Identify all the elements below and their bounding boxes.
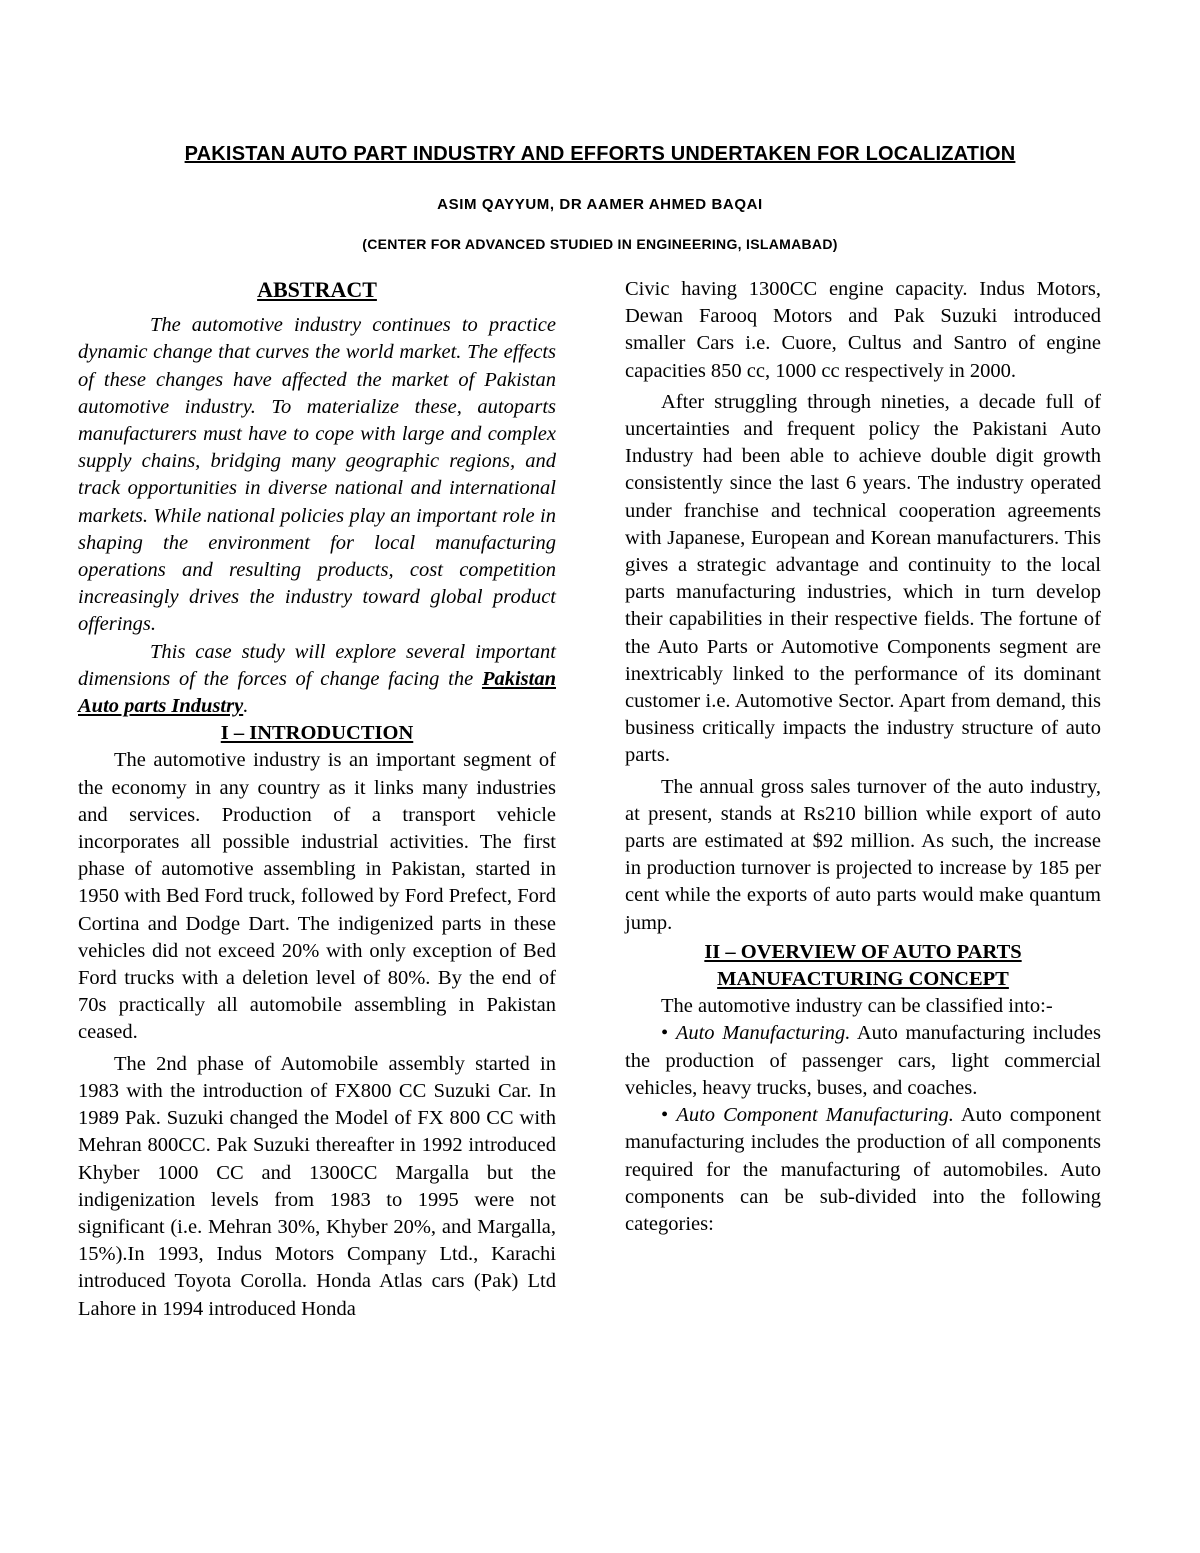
introduction-paragraph-3: After struggling through nineties, a decade full of uncertainties and frequent policy the Pakistani Auto Industry had been able to achieve double digit growth consistently since the last 6 years. The industry operated under franchise and technical cooperation agreements with Japanese, European and Korean manufacturers. This gives a strategic advantage and continuity to the local parts manufacturing industries, which in turn develop their capabilities in their respective fields. The fortune of the Auto Parts or Automotive Components segment are inextricably linked to the performance of its dominant customer i.e. Automotive Sector. Apart from demand, this business critically impacts the industry structure of auto parts. <box>625 390 1101 767</box>
bullet-2-term: Auto Component Manufacturing. <box>676 1104 954 1127</box>
abstract-paragraph-1: The automotive industry continues to practice dynamic change that curves the world market. The effects of these changes have affected the market of Pakistan automotive industry. To materialize these, autoparts manufacturers must have to cope with large and complex supply chains, bridging many geographic regions, and track opportunities in diverse national and international markets. While national policies play an important role in shaping the environment for local manufacturing operations and resulting products, cost competition increasingly drives the industry toward global product offerings. <box>78 314 556 636</box>
abstract-emphasis-industry: Pakistan Auto parts Industry <box>78 667 556 718</box>
overview-bullet-1 <box>625 1020 1101 1102</box>
overview-bullet-2 <box>625 1102 1101 1238</box>
bullet-1-term: Auto Manufacturing. <box>675 1022 851 1045</box>
introduction-heading: I – INTRODUCTION <box>220 722 414 745</box>
overview-heading <box>625 939 1101 993</box>
abstract-paragraph-2-text: This case study will explore several important dimensions of the forces of change facing the <box>78 640 556 690</box>
introduction-paragraph-2-continued: Civic having 1300CC engine capacity. Indus Motors, Dewan Farooq Motors and Pak Suzuki introduced smaller Cars i.e. Cuore, Cultus and Santro of engine capacities 850 cc, 1000 cc respectively in 2000. <box>625 278 1101 382</box>
bullet-1-text: Auto manufacturing includes the production of passenger cars, light commercial vehicles, heavy trucks, buses, and coaches. <box>625 1022 1101 1099</box>
paper-title: PAKISTAN AUTO PART INDUSTRY AND EFFORTS UNDERTAKEN FOR LOCALIZATION <box>184 143 1016 165</box>
abstract-paragraph-2 <box>78 639 556 721</box>
introduction-paragraph-4: The annual gross sales turnover of the auto industry, at present, stands at Rs210 billion while export of auto parts are estimated at $92 million. As such, the increase in production turnover is projected to increase by 185 per cent while the exports of auto parts would make quantum jump. <box>625 775 1101 934</box>
bullet-1-glyph: • <box>661 1022 669 1045</box>
introduction-paragraph-2: The 2nd phase of Automobile assembly started in 1983 with the introduction of FX800 CC Suzuki Car. In 1989 Pak. Suzuki changed the Model of FX 800 CC with Mehran 800CC. Pak Suzuki thereafter in 1992 introduced Khyber 1000 CC and 1300CC Margalla but the indigenization levels from 1983 to 1995 were not significant (i.e. Mehran 30%, Khyber 20%, and Margalla, 15%).In 1993, Indus Motors Company Ltd., Karachi introduced Toyota Corolla. Honda Atlas cars (Pak) Ltd Lahore in 1994 introduced Honda <box>78 1052 556 1320</box>
introduction-paragraph-1: The automotive industry is an important segment of the economy in any country as it links many industries and services. Production of a transport vehicle incorporates all possible industrial activities. The first phase of automotive assembling in Pakistan, started in 1950 with Bed Ford truck, followed by Ford Prefect, Ford Cortina and Dodge Dart. The indigenized parts in these vehicles did not exceed 20% with only exception of Bed Ford trucks with a deletion level of 80%. By the end of 70s practically all automobile assembling in Pakistan ceased. <box>78 749 556 1044</box>
paper-authors: ASIM QAYYUM, DR AAMER AHMED BAQAI <box>437 196 763 213</box>
overview-heading-line-2: MANUFACTURING CONCEPT <box>717 968 1009 991</box>
bullet-2-text: Auto component manufacturing includes the production of all components required for the manufacturing of automobiles. Auto components can be sub-divided into the following categories: <box>625 1104 1102 1235</box>
abstract-heading: ABSTRACT <box>257 277 377 302</box>
paper-affiliation: (CENTER FOR ADVANCED STUDIED IN ENGINEERING, ISLAMABAD) <box>362 236 838 252</box>
left-column <box>78 276 556 1323</box>
overview-intro: The automotive industry can be classified into:- <box>661 995 1053 1018</box>
overview-heading-line-1: II – OVERVIEW OF AUTO PARTS <box>704 940 1022 963</box>
bullet-2-glyph: • <box>661 1104 669 1127</box>
right-column <box>625 276 1101 1238</box>
abstract-paragraph-2-end: . <box>243 695 249 718</box>
